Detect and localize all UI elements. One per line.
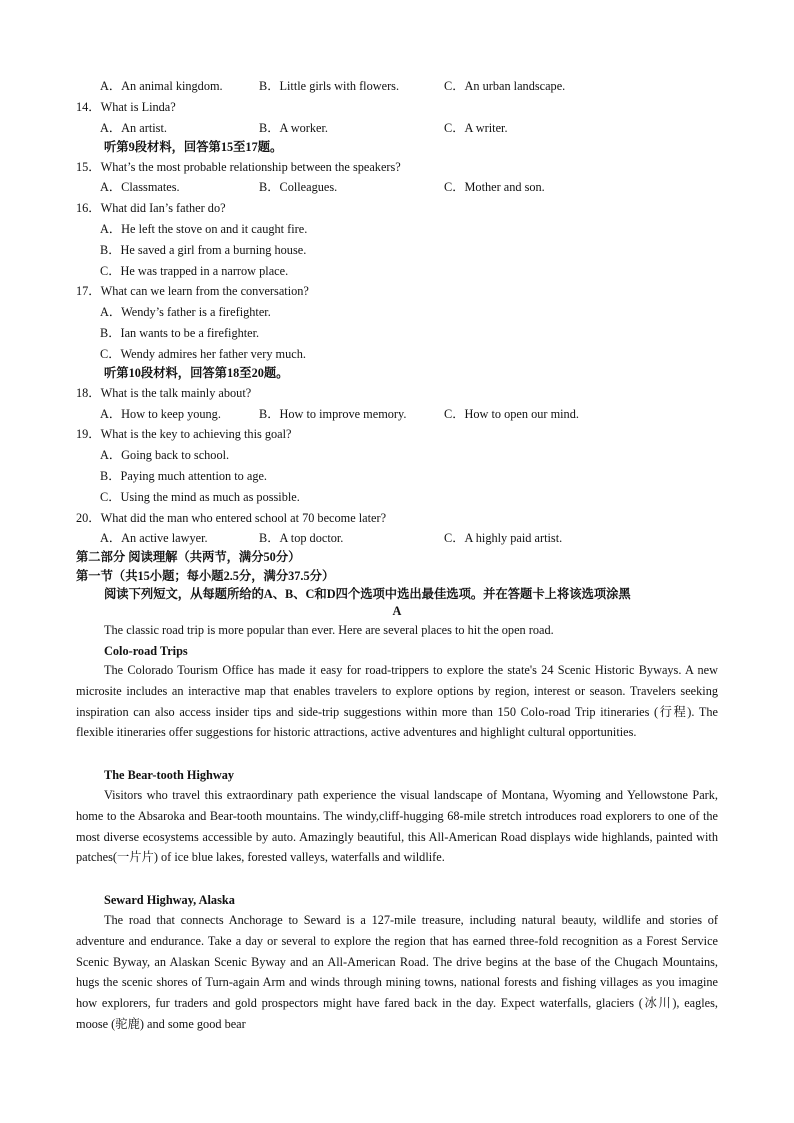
- q15-option-a: A．Classmates.: [100, 180, 180, 194]
- q14-option-a: A．An artist.: [100, 121, 167, 135]
- passage-intro: The classic road trip is more popular than ever. Here are several places to hit the open road.: [104, 623, 554, 637]
- q17-option-b: B．Ian wants to be a firefighter.: [100, 326, 260, 340]
- heading-bear-tooth-highway: The Bear-tooth Highway: [104, 768, 235, 782]
- paragraph-bear-tooth-highway: Visitors who travel this extraordinary path experience the visual landscape of Montana, Wyoming and Yellowstone Park, home to the Absaroka and Bear-tooth mountains. The windy,cliff-hugging 68-mile stretch introduces road explorers to one of the most diverse ecosystems accessible by auto. Amazingly beautiful, this All-American Road displays wide highlands, painted with patches(一片片) of ice blue lakes, forested valleys, waterfalls and wildlife.: [76, 788, 718, 865]
- material-9-heading: 听第9段材料，回答第15至17题。: [104, 140, 283, 154]
- q20-option-b: B．A top doctor.: [259, 531, 344, 545]
- q14-option-c: C．A writer.: [444, 121, 508, 135]
- passage-letter: A: [392, 604, 402, 618]
- q18-option-a: A．How to keep young.: [100, 407, 221, 421]
- q16-option-c: C．He was trapped in a narrow place.: [100, 264, 289, 278]
- q14-stem: 14．What is Linda?: [76, 100, 176, 114]
- q16-stem: 16．What did Ian’s father do?: [76, 201, 226, 215]
- paragraph-seward-highway: The road that connects Anchorage to Seward is a 127-mile treasure, including natural beauty, wildlife and stories of adventure and endurance. Take a day or several to explore the region that has earned three-fold recognition as a Forest Service Scenic Byway, an Alaskan Scenic Byway and an All-American Road. The drive begins at the base of the Chugach Mountains, hugs the scenic shores of Turn-again Arm and winds through mining towns, national forests and fishing villages as you imagine how explorers, fur traders and gold prospectors might have fared back in the day. Expect waterfalls, glaciers (冰川), eagles, moose (驼鹿) and some good bear: [76, 913, 718, 1031]
- q15-option-c: C．Mother and son.: [444, 180, 545, 194]
- q19-stem: 19．What is the key to achieving this goal?: [76, 427, 292, 441]
- section-1-title: 第一节（共15小题；每小题2.5分，满分37.5分）: [76, 569, 335, 583]
- q17-option-c: C．Wendy admires her father very much.: [100, 347, 306, 361]
- material-10-heading: 听第10段材料，回答第18至20题。: [104, 366, 289, 380]
- q18-option-b: B．How to improve memory.: [259, 407, 407, 421]
- paragraph-colo-road-trips: The Colorado Tourism Office has made it easy for road-trippers to explore the state's 24 Scenic Historic Byways. A new microsite includes an interactive map that enables travelers to explore options by region, interest or season. Travelers seeking inspiration can also access insider tips and side-trip suggestions within more than 150 Colo-road Trip itineraries (行程). The flexible itineraries offer suggestions for historic attractions, active adventures and highlight cultural opportunities.: [76, 663, 718, 740]
- q15-option-b: B．Colleagues.: [259, 180, 338, 194]
- q17-option-a: A．Wendy’s father is a firefighter.: [100, 305, 271, 319]
- q16-option-b: B．He saved a girl from a burning house.: [100, 243, 307, 257]
- q20-option-c: C．A highly paid artist.: [444, 531, 563, 545]
- q20-option-a: A．An active lawyer.: [100, 531, 208, 545]
- q18-option-c: C．How to open our mind.: [444, 407, 579, 421]
- part-2-title: 第二部分 阅读理解（共两节，满分50分）: [76, 550, 301, 564]
- q20-stem: 20．What did the man who entered school at 70 become later?: [76, 511, 387, 525]
- q18-stem: 18．What is the talk mainly about?: [76, 386, 252, 400]
- heading-seward-highway: Seward Highway, Alaska: [104, 893, 235, 907]
- q19-option-b: B．Paying much attention to age.: [100, 469, 268, 483]
- q15-stem: 15．What’s the most probable relationship between the speakers?: [76, 160, 401, 174]
- q13-option-c: C．An urban landscape.: [444, 79, 566, 93]
- q17-stem: 17．What can we learn from the conversation?: [76, 284, 309, 298]
- q13-option-b: B．Little girls with flowers.: [259, 79, 400, 93]
- q19-option-c: C．Using the mind as much as possible.: [100, 490, 300, 504]
- q14-option-b: B．A worker.: [259, 121, 328, 135]
- heading-colo-road-trips: Colo-road Trips: [104, 644, 188, 658]
- q16-option-a: A．He left the stove on and it caught fire.: [100, 222, 308, 236]
- reading-instruction: 阅读下列短文，从每题所给的A、B、C和D四个选项中选出最佳选项。并在答题卡上将该选项涂黑: [104, 587, 631, 601]
- q19-option-a: A．Going back to school.: [100, 448, 230, 462]
- q13-option-a: A．An animal kingdom.: [100, 79, 223, 93]
